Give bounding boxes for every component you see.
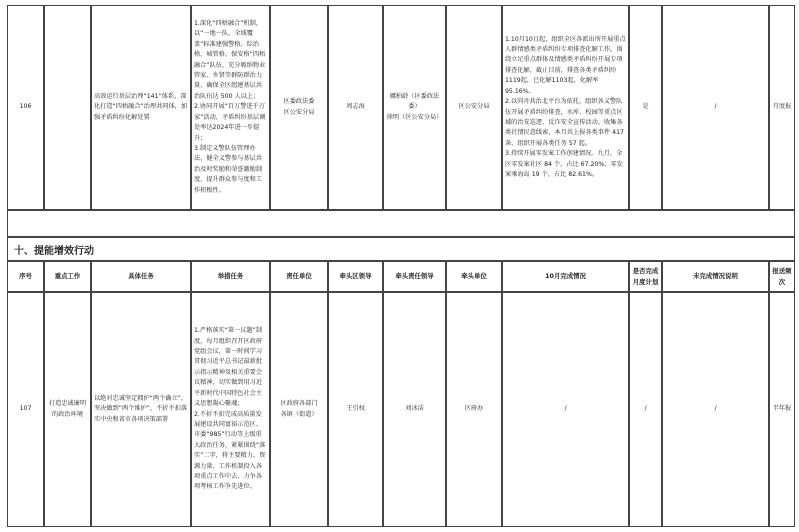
header-resp-leader: 牵头责任领导 bbox=[383, 261, 446, 292]
row-number: 106 bbox=[7, 5, 44, 210]
header-lead-unit: 牵头单位 bbox=[446, 261, 502, 292]
header-progress: 10月完成情况 bbox=[502, 261, 629, 292]
blank-row bbox=[7, 210, 795, 237]
measures-cell: 1.严格落实“第一议题”制度，每月组织召开区政府党组会议，第一时间学习贯彻习近平总书记最新批示指示精神及相关重要会议精神，切实做到用习近平新时代中国特色社会主义思想凝心聚魂； 2.不折不扣完成高质量发展建设共同富裕示范区、市委“985”行动等上级重大政治任务，紧紧围绕“落实”二字，将主要精力、资源力量、工作机制投入各项重点工作中去，力争各项考核工作争先进位。 bbox=[191, 292, 270, 527]
frequency-cell: 月度报 bbox=[769, 5, 795, 210]
header-explain: 未完成情况说明 bbox=[662, 261, 769, 292]
responsible-unit-cell: 区委政法委 区公安分局 bbox=[270, 5, 328, 210]
explanation-cell: / bbox=[662, 5, 769, 210]
frequency-cell: 半年报 bbox=[769, 292, 795, 527]
header-unit: 责任单位 bbox=[270, 261, 328, 292]
key-work-cell: 打造忠诚廉明的政治环境 bbox=[44, 292, 91, 527]
table-row bbox=[7, 292, 795, 527]
header-measures: 举措任务 bbox=[191, 261, 270, 292]
table-row bbox=[7, 5, 795, 210]
header-done: 是否完成月度计划 bbox=[629, 261, 662, 292]
measures-cell: 1.深化“四梧融合”机制，以“一地一队，全域覆盖”标准建强警格、综治格、城管格、保安格“四梧融合”队伍，充分吸纳物业管家、乡贤等群防群治力量，确保全区组建基层共治队伍达 500 人以上； 2.协同开展“百万警进千万家”活动，矛盾纠纷基层调处率达2024年进一步提升； 3.制定义警队伍管理办法，健全义警参与基层共治及时奖励和荣誉激励制度，提升群众参与度和工作积极性。 bbox=[191, 5, 270, 210]
key-work-cell bbox=[44, 5, 91, 210]
section-heading: 十、提能增效行动 bbox=[7, 237, 795, 261]
progress-cell: 1.10月10日起，组织全区各派出所开展重点人群情感类矛盾纠纷专项排查化解工作，围绕立足重点群体及情感类矛盾纠纷开展专项排查化解，截止目前，排查各类矛盾纠纷1119起，已化解1103起，化解率 95.16%。 2.以同舟共治北平台为依托，组织各义警队伍开展矛盾纠纷排查，水库、校园等重点区域的治安巡逻、反诈安全宣传活动、收集各类社情民意线索，本月共上报各类事件 417 条，组织开展各类任务 57 起。 3.持续开展零发案工作创建情况。九月，全区零发案社区 84 个，占比 67.20%；零发案乘海岛 19 个，占比 82.61%。 bbox=[502, 5, 629, 210]
lead-leader-cell: 王引权 bbox=[328, 292, 383, 527]
header-frequency: 报送频次 bbox=[769, 261, 795, 292]
responsible-leader-cell: 娜柏龄（区委政法委） 徐明（区公安分局） bbox=[383, 5, 446, 210]
explanation-cell: / bbox=[662, 292, 769, 527]
header-no: 序号 bbox=[7, 261, 44, 292]
responsible-unit-cell: 区政府各部门 各镇（街道） bbox=[270, 292, 328, 527]
responsible-leader-cell: 刘冰洁 bbox=[383, 292, 446, 527]
specific-task-cell: 高效运行基层治理“141”体系，深化打造“四梧融合”治理共同体，加强矛盾纠纷化解处置 bbox=[91, 5, 191, 210]
completion-cell: / bbox=[629, 292, 662, 527]
row-number: 107 bbox=[7, 292, 44, 527]
table-header bbox=[7, 261, 795, 292]
lead-leader-cell: 周志海 bbox=[328, 5, 383, 210]
header-task: 具体任务 bbox=[91, 261, 191, 292]
lead-unit-cell: 区府办 bbox=[446, 292, 502, 527]
lead-unit-cell: 区公安分局 bbox=[446, 5, 502, 210]
specific-task-cell: 以绝对忠诚坚定拥护“两个确立”，坚决做到“两个维护”，不折不扣落实中央和省市各项决策部署 bbox=[91, 292, 191, 527]
header-lead-leader: 牵头区领导 bbox=[328, 261, 383, 292]
completion-cell: 是 bbox=[629, 5, 662, 210]
progress-cell: / bbox=[502, 292, 629, 527]
header-key-work: 重点工作 bbox=[44, 261, 91, 292]
